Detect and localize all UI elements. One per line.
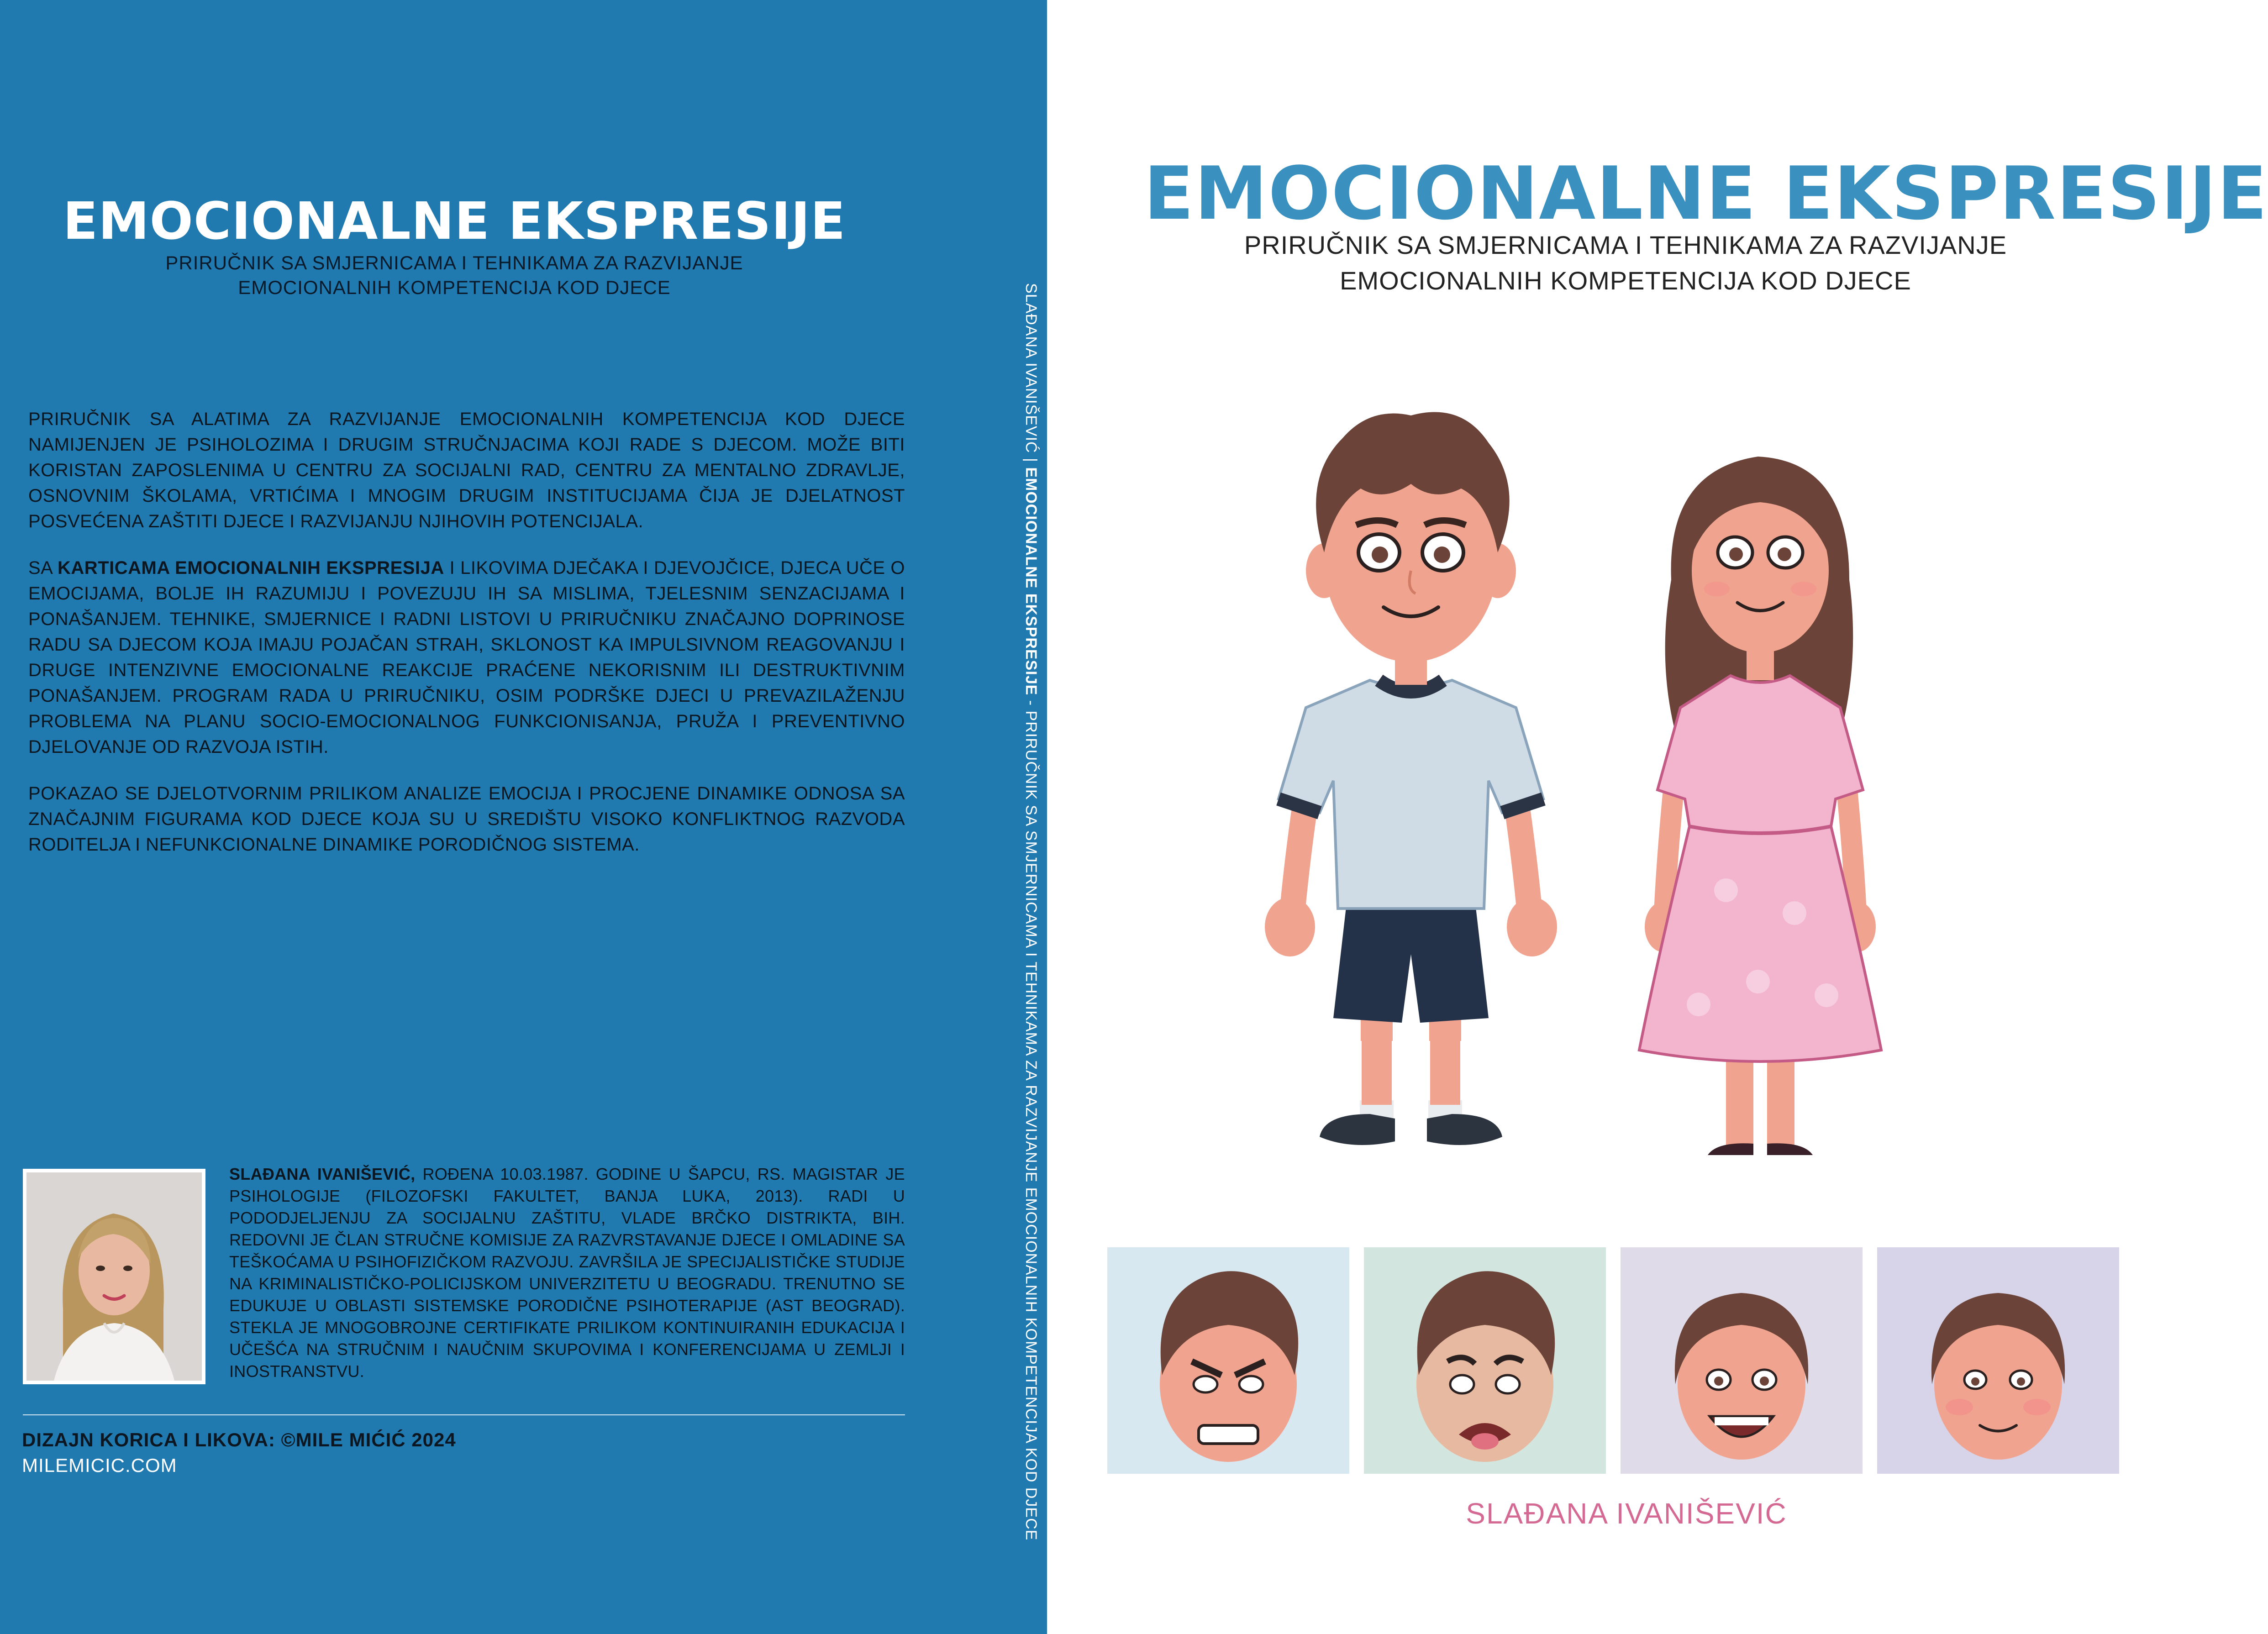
spine-text xyxy=(1017,283,1045,1541)
description-paragraph-2 xyxy=(28,555,905,760)
spine xyxy=(1017,283,1045,1541)
front-title: EMOCIONALNE EKSPRESIJE xyxy=(1144,151,2268,236)
description-paragraph-3: POKAZAO SE DJELOTVORNIM PRILIKOM ANALIZE EMOCIJA I PROCJENE DINAMIKE ODNOSA SA ZNAČAJNIM FIGURAMA KOD DJECE KOJA SU U SREDIŠTU VISOKO KONFLIKTNOG RAZVODA RODITELJA I NEFUNKCIONALNE DINAMIKE PORODIČNOG SISTEMA. xyxy=(28,783,905,855)
emotion-cards-highlight: KARTICAMA EMOCIONALNIH EKSPRESIJA xyxy=(58,558,444,578)
girl-happy-face xyxy=(1621,1247,1863,1474)
divider xyxy=(23,1414,905,1415)
emotion-face-tiles xyxy=(1107,1247,2090,1474)
front-subtitle-line1: PRIRUČNIK SA SMJERNICAMA I TEHNIKAMA ZA RAZVIJANJE xyxy=(1244,231,2007,259)
back-title: EMOCIONALNE EKSPRESIJE xyxy=(63,192,846,251)
boy-figure xyxy=(1265,412,1557,1145)
children-figures xyxy=(1233,388,2032,1187)
author-bio-name: SLAĐANA IVANIŠEVIĆ, xyxy=(229,1165,416,1183)
designer-website: MILEMICIC.COM xyxy=(22,1455,177,1476)
spine-author: SLAĐANA IVANIŠEVIĆ xyxy=(1022,283,1040,453)
spine-dash: - xyxy=(1022,695,1040,711)
paragraph-2-rest: I LIKOVIMA DJEČAKA I DJEVOJČICE, DJECA UČE O EMOCIJAMA, BOLJE IH RAZUMIJU I POVEZUJU IH SA MISLIMA, TJELESNIM SENZACIJAMA I PONAŠANJEM. TEHNIKE, SMJERNICE I RADNI LISTOVI U PRIRUČNIKU ZNAČAJNO DOPRINOSE RADU SA DJECOM KOJA IMAJU POJAČAN STRAH, SKLONOST KA IMPULSIVNOM REAGOVANJU I DRUGE INTENZIVNE EMOCIONALNE REAKCIJE PRAĆENE NEKORISNIM ILI DESTRUKTIVNIM PONAŠANJEM. PROGRAM RADA U PRIRUČNIKU, OSIM PODRŠKE DJECI U PREVAZILAŽENJU PROBLEMA NA PLANU SOCIO-EMOCIONALNOG FUNKCIONISANJA, PRUŽA I PREVENTIVNO DJELOVANJE OD RAZVOJA ISTIH. xyxy=(28,558,905,757)
boy-scared-face xyxy=(1364,1247,1606,1474)
author-bio xyxy=(229,1163,905,1382)
spine-title: EMOCIONALNE EKSPRESIJE xyxy=(1022,467,1040,696)
author-bio-text: ROĐENA 10.03.1987. GODINE U ŠAPCU, RS. MAGISTAR JE PSIHOLOGIJE (FILOZOFSKI FAKULTET, BANJA LUKA, 2013). RADI U PODODJELJENJU ZA SOCIJALNU ZAŠTITU, VLADE BRČKO DISTRIKTA, BIH. REDOVNI JE ČLAN STRUČNE KOMISIJE ZA RAZVRSTAVANJE DJECE I OMLADINE SA TEŠKOĆAMA U PSIHOFIZIČKOM RAZVOJU. ZAVRŠILA JE SPECIJALISTIČKE STUDIJE NA KRIMINALISTIČKO-POLICIJSKOM UNIVERZITETU U BEOGRADU. TRENUTNO SE EDUKUJE U OBLASTI SISTEMSKE PORODIČNE PSIHOTERAPIJE (AST BEOGRAD). STEKLA JE MNOGOBROJNE CERTIFIKATE PRILIKOM KONTINUIRANIH EDUKACIJA I UČEŠĆA NA STRUČNIM I NAUČNIM SKUPOVIMA I KONFERENCIJAMA U ZEMLJI I INOSTRANSTVU. xyxy=(229,1165,905,1381)
front-author: SLAĐANA IVANIŠEVIĆ xyxy=(1466,1497,1787,1530)
boy-angry-face xyxy=(1107,1247,1349,1474)
paragraph-2-prefix: SA xyxy=(28,558,58,578)
back-subtitle-line2: EMOCIONALNIH KOMPETENCIJA KOD DJECE xyxy=(238,277,671,298)
spine-subtitle: PRIRUČNIK SA SMJERNICAMA I TEHNIKAMA ZA RAZVIJANJE EMOCIONALNIH KOMPETENCIJA KOD DJECE xyxy=(1022,710,1040,1541)
front-subtitle-line2: EMOCIONALNIH KOMPETENCIJA KOD DJECE xyxy=(1340,266,1911,295)
back-subtitle-line1: PRIRUČNIK SA SMJERNICAMA I TEHNIKAMA ZA RAZVIJANJE xyxy=(165,252,743,273)
girl-shy-face xyxy=(1877,1247,2119,1474)
description-paragraph-1: PRIRUČNIK SA ALATIMA ZA RAZVIJANJE EMOCIONALNIH KOMPETENCIJA KOD DJECE NAMIJENJEN JE PSIHOLOZIMA I DRUGIM STRUČNJACIMA KOJI RADE S DJECOM. MOŽE BITI KORISTAN ZAPOSLENIMA U CENTRU ZA SOCIJALNI RAD, CENTRU ZA MENTALNO ZDRAVLJE, OSNOVNIM ŠKOLAMA, VRTIĆIMA I MNOGIM DRUGIM INSTITUCIJAMA ČIJA JE DJELATNOST POSVEĆENA ZAŠTITI DJECE I RAZVIJANJU NJIHOVIH POTENCIJALA. xyxy=(28,409,905,531)
girl-figure xyxy=(1639,457,1881,1155)
spine-separator: | xyxy=(1022,453,1040,468)
author-photo xyxy=(23,1169,205,1384)
design-credits: DIZAJN KORICA I LIKOVA: ©MILE MIĆIĆ 2024 xyxy=(22,1429,456,1450)
back-cover xyxy=(0,0,1047,1634)
